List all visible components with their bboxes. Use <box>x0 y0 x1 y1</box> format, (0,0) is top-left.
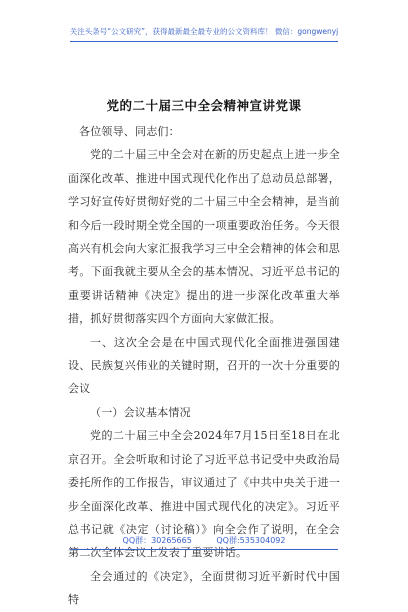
document-title: 党的二十届三中全会精神宣讲党课 <box>106 98 302 113</box>
body-paragraph: 全会通过的《决定》，全面贯彻习近平新时代中国特 <box>68 569 340 607</box>
salutation: 各位领导、同志们： <box>79 125 180 138</box>
subsection-heading: （一）会议基本情况 <box>90 405 191 419</box>
header-divider <box>70 41 338 42</box>
footer-qq-group-1: QQ群：30265665 <box>122 536 192 545</box>
footer-qq-group-2: QQ群:535304092 <box>216 536 286 545</box>
footer-divider <box>70 549 338 550</box>
body-paragraph: 党的二十届三中全会对在新的历史起点上进一步全面深化改革、推进中国式现代化作出了总动员总部署，学习好宣传好贯彻好党的二十届三中全会精神，是当前和今后一段时期全党全国的一项重要政治任务。今天很高兴有机会向大家汇报我学习三中全会精神的体会和思考。下面我就主要从全会的基本情况、习近平总书记的重要讲话精神《决定》提出的进一步深化改革重大举措，抓好贯彻落实四个方面向大家做汇报。 <box>68 148 340 326</box>
section-heading: 一、这次全会是在中国式现代化全面推进强国建设、民族复兴伟业的关键时期，召开的一次十分重要的会议 <box>68 335 340 396</box>
footer <box>0 535 408 546</box>
body-paragraph: 党的二十届三中全会2024年7月15日至18日在北京召开。全会听取和讨论了习近平总书记受中央政治局委托所作的工作报告，审议通过了《中共中央关于进一步全面深化改革、推进中国式现代化的决定》。习近平总书记就《决定（讨论稿）》向全会作了说明，在全会第二次全体会议上发表了重要讲话。 <box>68 429 340 560</box>
header-banner: 关注头条号“公文研究”，获得最新最全最专业的公文资料库！ 微信：gongwenyj <box>69 27 339 36</box>
